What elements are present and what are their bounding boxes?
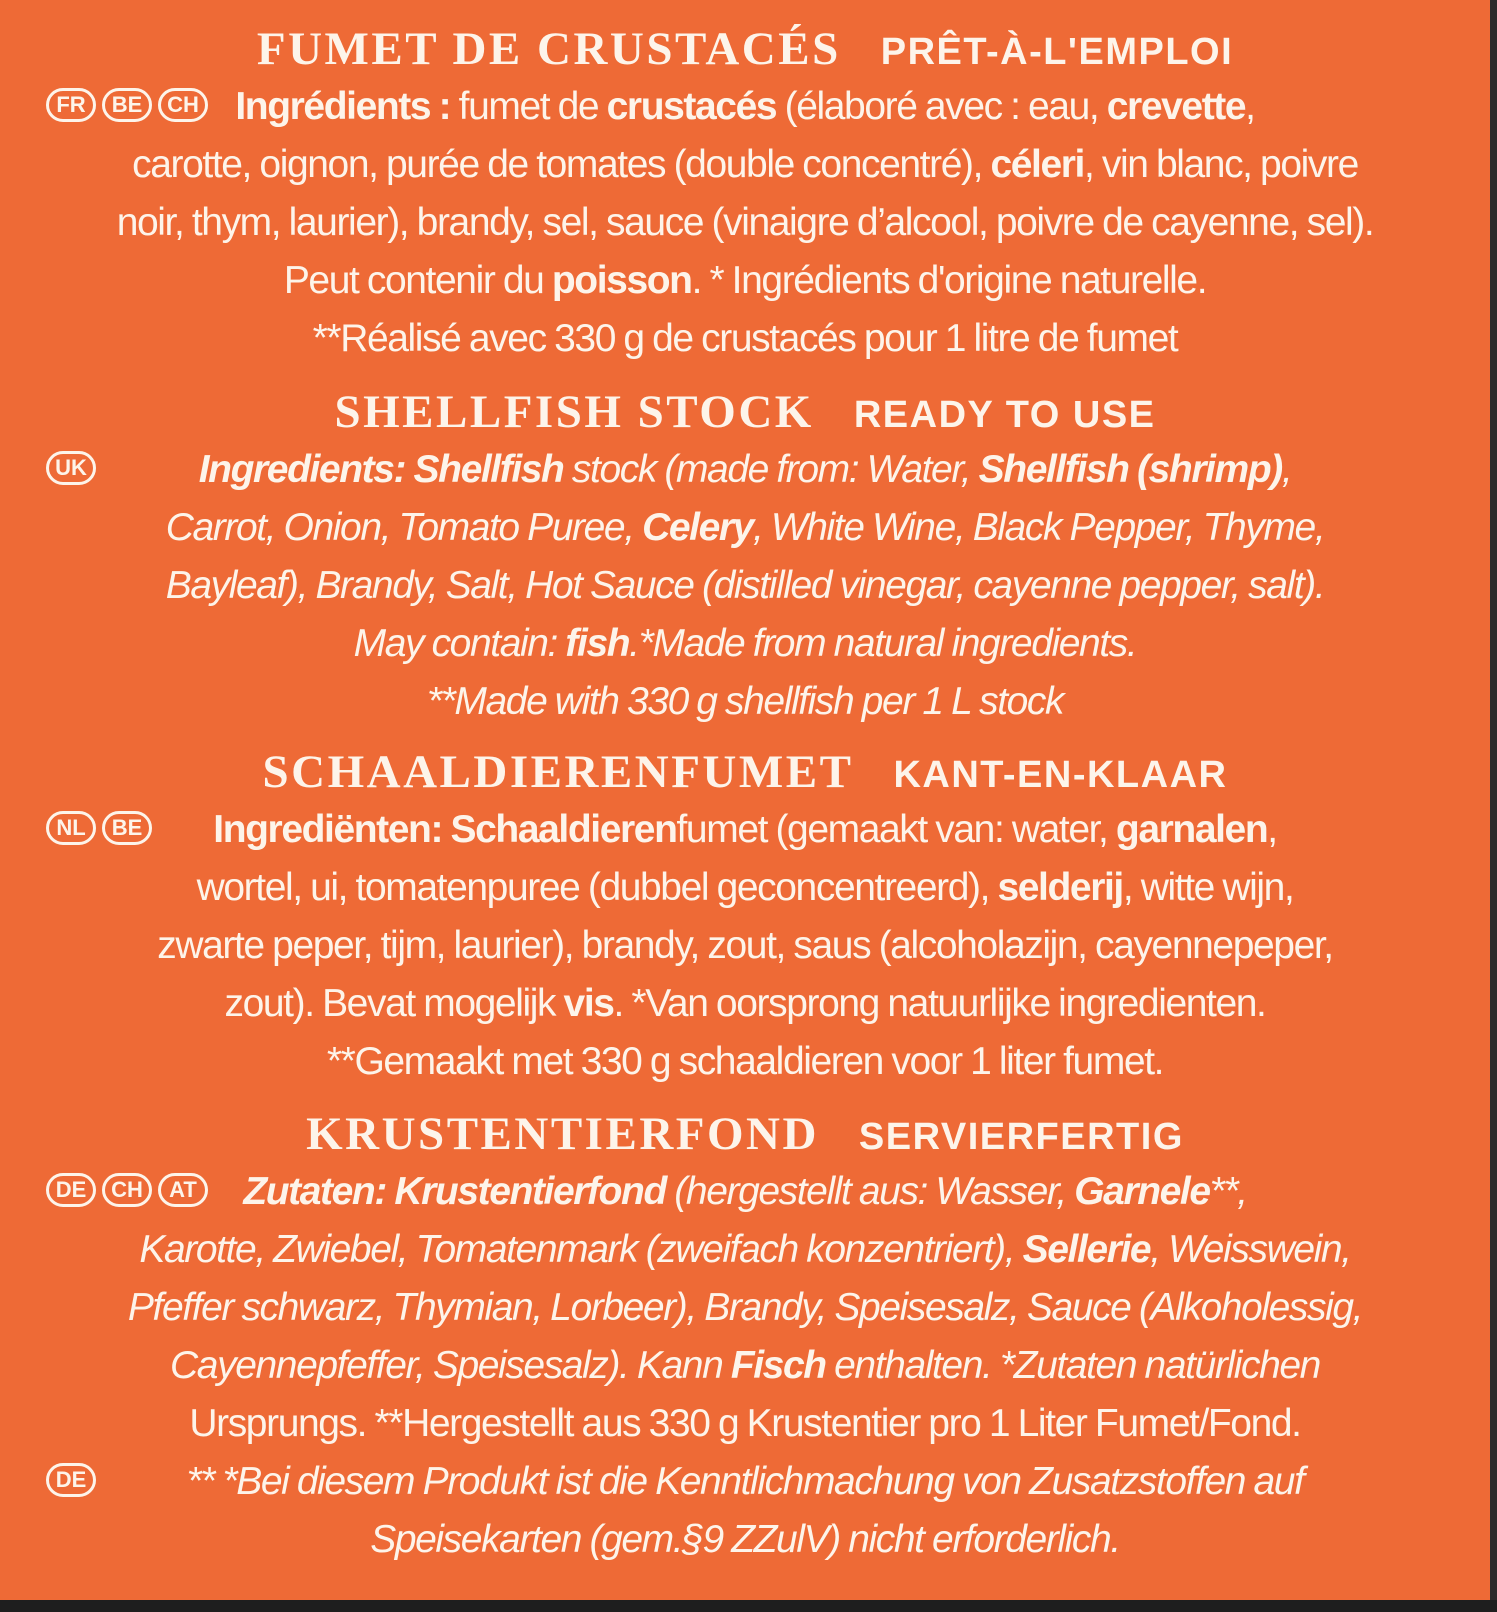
ingredient-line (44, 1453, 1446, 1511)
ingredient-line (44, 499, 1446, 557)
ingredients-text (0, 1163, 1490, 1569)
bold-allergen-text: Zutaten: Krustentierfond (243, 1170, 666, 1213)
ingredient-line (44, 1395, 1446, 1453)
section-title: KRUSTENTIERFOND (306, 1108, 819, 1160)
line-text: . *Van oorsprong natuurlijke ingredienten. (613, 982, 1266, 1025)
line-text: Cayennepfeffer, Speisesalz). Kann (170, 1344, 731, 1387)
country-badge-ch: CH (102, 1173, 152, 1207)
bold-allergen-text: Ingrédients : (235, 85, 451, 128)
country-badge-be: BE (102, 811, 152, 845)
country-badge-nl: NL (46, 811, 96, 845)
ingredient-line (44, 78, 1446, 136)
line-text: **Made with 330 g shellfish per 1 L stock (426, 680, 1064, 723)
ingredient-line (44, 673, 1446, 731)
ingredient-line (44, 136, 1446, 194)
package-edge (0, 1600, 1497, 1612)
country-flags (46, 451, 96, 485)
country-flags (46, 88, 208, 122)
line-text: Ursprungs. **Hergestellt aus 330 g Krustentier pro 1 Liter Fumet/Fond. (189, 1402, 1301, 1445)
country-badge-ch: CH (158, 88, 208, 122)
ingredient-line (44, 1033, 1446, 1091)
line-text: Carrot, Onion, Tomato Puree, (165, 506, 643, 549)
bold-allergen-text: crustacés (606, 85, 777, 128)
ingredient-line (44, 917, 1446, 975)
line-text: fumet (gemaakt van: water, (676, 808, 1116, 851)
bold-allergen-text: fish (565, 622, 630, 665)
ingredient-line (44, 615, 1446, 673)
section-title: SHELLFISH STOCK (334, 386, 814, 438)
footnote-flag (46, 1463, 96, 1497)
section-title: FUMET DE CRUSTACÉS (256, 23, 841, 75)
section-subtitle: PRÊT-À-L'EMPLOI (880, 31, 1234, 73)
bold-allergen-text: selderij (997, 866, 1123, 909)
line-text: , vin blanc, poivre (1083, 143, 1358, 186)
line-text: Bayleaf), Brandy, Salt, Hot Sauce (distilled vinegar, cayenne pepper, salt). (165, 564, 1325, 607)
section-subtitle: READY TO USE (853, 394, 1156, 436)
bold-allergen-text: Sellerie (1022, 1228, 1151, 1271)
ingredient-line (44, 310, 1446, 368)
line-text: stock (made from: Water, (563, 448, 979, 491)
section-subtitle: SERVIERFERTIG (858, 1116, 1184, 1158)
bold-allergen-text: vis (563, 982, 614, 1025)
line-text: , (1267, 808, 1277, 851)
country-badge-de: DE (46, 1173, 96, 1207)
line-text: ** *Bei diesem Produkt ist die Kenntlichmachung von Zusatzstoffen auf (186, 1460, 1304, 1503)
section-heading (0, 383, 1490, 441)
line-text: **, (1209, 1170, 1247, 1213)
line-text: noir, thym, laurier), brandy, sel, sauce (vinaigre d’alcool, poivre de cayenne, sel). (116, 201, 1374, 244)
country-badge-be: BE (102, 88, 152, 122)
line-text: , (1245, 85, 1255, 128)
bold-allergen-text: Ingredients: Shellfish (198, 448, 564, 491)
line-text: .*Made from natural ingredients. (629, 622, 1137, 665)
bold-allergen-text: Fisch (730, 1344, 826, 1387)
country-badge-de: DE (46, 1463, 96, 1497)
line-text: wortel, ui, tomatenpuree (dubbel geconcentreerd), (196, 866, 998, 909)
ingredient-line (44, 975, 1446, 1033)
section-title: SCHAALDIERENFUMET (262, 746, 854, 798)
bold-allergen-text: Shellfish (shrimp) (978, 448, 1282, 491)
section-dutch (0, 743, 1490, 1091)
section-french (0, 20, 1490, 368)
ingredients-text (0, 801, 1490, 1091)
country-badge-uk: UK (46, 451, 96, 485)
section-english (0, 383, 1490, 731)
line-text: enthalten. *Zutaten natürlichen (825, 1344, 1320, 1387)
line-text: fumet de (450, 85, 607, 128)
ingredient-line (44, 801, 1446, 859)
ingredient-line (44, 859, 1446, 917)
line-text: , White Wine, Black Pepper, Thyme, (752, 506, 1325, 549)
bold-allergen-text: garnalen (1115, 808, 1268, 851)
bold-allergen-text: Garnele (1074, 1170, 1210, 1213)
section-heading (0, 20, 1490, 78)
ingredient-line (44, 194, 1446, 252)
line-text: , witte wijn, (1122, 866, 1294, 909)
country-flags (46, 811, 152, 845)
ingredient-line (44, 557, 1446, 615)
ingredient-line (44, 1221, 1446, 1279)
line-text: **Réalisé avec 330 g de crustacés pour 1 litre de fumet (312, 317, 1178, 360)
section-german (0, 1105, 1490, 1569)
line-text: zwarte peper, tijm, laurier), brandy, zout, saus (alcoholazijn, cayennepeper, (157, 924, 1333, 967)
line-text: , Weisswein, (1150, 1228, 1351, 1271)
country-badge-fr: FR (46, 88, 96, 122)
country-flags (46, 1173, 208, 1207)
ingredient-line (44, 1163, 1446, 1221)
line-text: carotte, oignon, purée de tomates (double concentré), (132, 143, 991, 186)
line-text: Peut contenir du (283, 259, 552, 302)
ingredient-line (44, 441, 1446, 499)
ingredient-line (44, 1511, 1446, 1569)
line-text: , (1281, 448, 1292, 491)
ingredients-text (0, 78, 1490, 368)
ingredients-text (0, 441, 1490, 731)
line-text: May contain: (353, 622, 566, 665)
ingredient-line (44, 1337, 1446, 1395)
ingredient-line (44, 252, 1446, 310)
line-text: Pfeffer schwarz, Thymian, Lorbeer), Brandy, Speisesalz, Sauce (Alkoholessig, (127, 1286, 1363, 1329)
bold-allergen-text: céleri (990, 143, 1084, 186)
line-text: **Gemaakt met 330 g schaaldieren voor 1 liter fumet. (326, 1040, 1164, 1083)
line-text: . * Ingrédients d'origine naturelle. (691, 259, 1207, 302)
bold-allergen-text: crevette (1106, 85, 1246, 128)
bold-allergen-text: Ingrediënten: Schaaldieren (213, 808, 677, 851)
ingredient-line (44, 1279, 1446, 1337)
country-badge-at: AT (158, 1173, 208, 1207)
section-heading (0, 743, 1490, 801)
section-heading (0, 1105, 1490, 1163)
section-subtitle: KANT-EN-KLAAR (893, 754, 1228, 796)
line-text: (élaboré avec : eau, (776, 85, 1107, 128)
package-edge (1490, 0, 1497, 1612)
bold-allergen-text: poisson (551, 259, 692, 302)
line-text: Speisekarten (gem.§9 ZZulV) nicht erforderlich. (370, 1518, 1120, 1561)
line-text: Karotte, Zwiebel, Tomatenmark (zweifach konzentriert), (139, 1228, 1023, 1271)
line-text: (hergestellt aus: Wasser, (665, 1170, 1075, 1213)
line-text: zout). Bevat mogelijk (224, 982, 564, 1025)
bold-allergen-text: Celery (642, 506, 753, 549)
